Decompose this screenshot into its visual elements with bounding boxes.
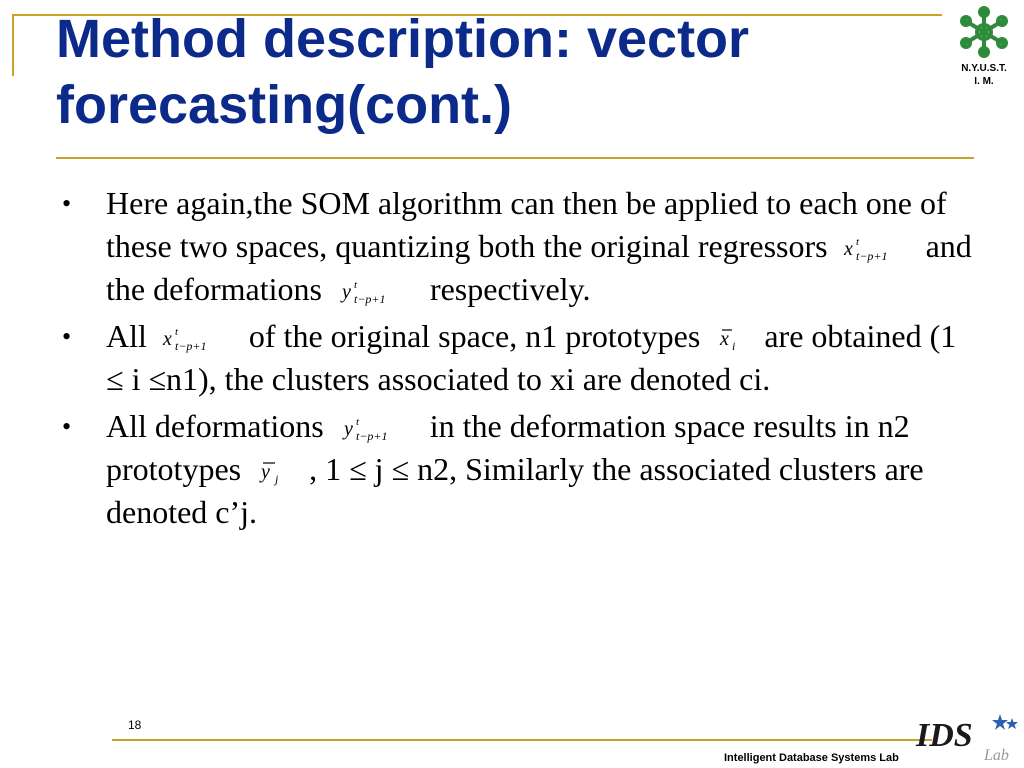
svg-text:t: t	[353, 278, 357, 291]
deformation-vector-formula-image	[336, 276, 416, 310]
svg-text:t−p+1: t−p+1	[353, 291, 386, 306]
title-underline	[56, 157, 974, 159]
logo-caption: N.Y.U.S.T. I. M.	[961, 63, 1007, 87]
regressor-vector-formula-image	[161, 323, 235, 357]
bullet-dot: •	[62, 412, 72, 441]
svg-text:t: t	[855, 235, 859, 248]
svg-text:y: y	[343, 417, 353, 440]
bullet-item: • Here again,the SOM algorithm can then be applied to each one of these two spaces, quantizing both the original regressors x t t−p+1 and the deformations y t t−p+1 respectively.	[62, 182, 972, 311]
svg-text:t−p+1: t−p+1	[855, 248, 888, 263]
university-logo	[948, 6, 1020, 90]
prototype-yj-formula-image	[255, 456, 295, 490]
svg-text:y: y	[261, 460, 270, 483]
lab-logo-subtext: Lab	[984, 747, 1009, 764]
footer-rule	[112, 739, 932, 741]
svg-text:x: x	[720, 327, 730, 350]
regressor-vector-formula-image	[842, 233, 912, 267]
svg-text:x: x	[843, 237, 853, 260]
bullet-item: • All deformations y t t−p+1 in the deformation space results in n2 prototypes y j , 1 ≤ j ≤ n2, Similarly the associated clusters are denoted c’j.	[62, 405, 972, 534]
left-rule	[12, 14, 14, 76]
ids-lab-logo-icon	[912, 708, 1020, 764]
bullet-list	[62, 182, 972, 538]
bullet-item: • All x t t−p+1 of the original space, n1 prototypes x i are obtained (1 ≤ i ≤n1), the clusters associated to xi are denoted ci.	[62, 315, 972, 401]
deformation-vector-formula-image	[338, 413, 416, 447]
page-number: 18	[128, 718, 142, 732]
nyust-snowflake-icon	[958, 6, 1010, 58]
slide-title: Method description: vector forecasting(cont.)	[56, 9, 750, 135]
bullet-dot: •	[62, 322, 72, 351]
svg-text:j: j	[275, 471, 279, 486]
svg-text:t: t	[355, 415, 359, 428]
svg-text:t−p+1: t−p+1	[174, 338, 207, 353]
footer-lab-name: Intelligent Database Systems Lab	[724, 752, 899, 764]
svg-text:t: t	[174, 325, 178, 338]
svg-text:y: y	[341, 280, 351, 303]
lab-logo-text: IDS	[916, 717, 973, 754]
svg-text:t−p+1: t−p+1	[355, 428, 388, 443]
prototype-xi-formula-image	[714, 323, 750, 357]
svg-text:i: i	[732, 338, 736, 353]
bullet-dot: •	[62, 189, 72, 218]
svg-text:x: x	[162, 327, 172, 350]
